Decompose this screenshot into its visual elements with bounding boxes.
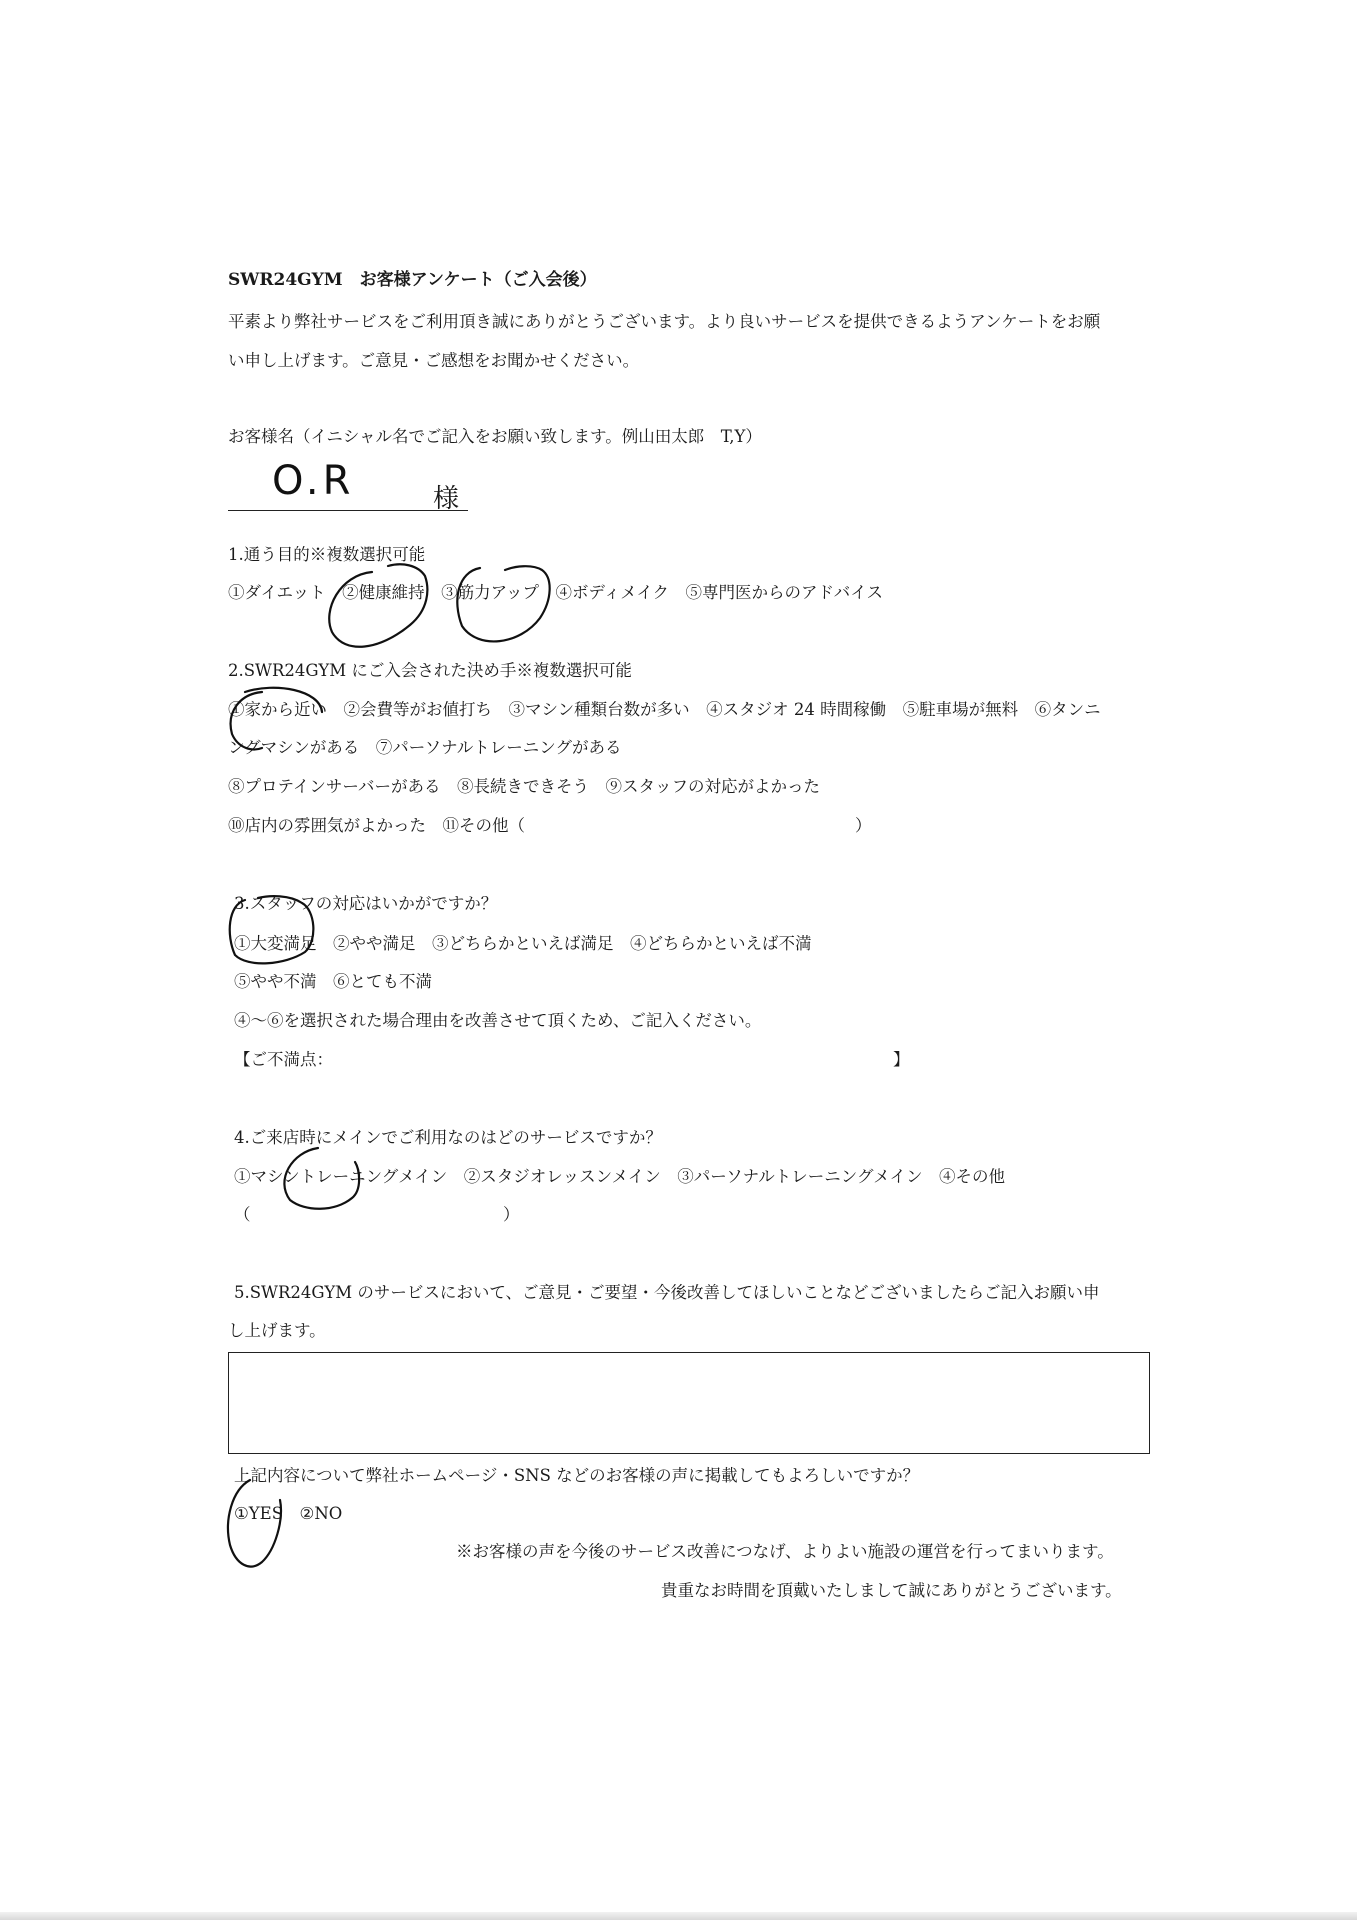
q4-other-close: ） xyxy=(503,1205,520,1224)
q2-options-line-4: ⑩店内の雰囲気がよかった ⑪その他（ ） xyxy=(228,816,872,835)
q3-options-line-1: ①大変満足 ②やや満足 ③どちらかといえば満足 ④どちらかといえば不満 xyxy=(234,934,812,953)
footer-thanks: 貴重なお時間を頂戴いたしまして誠にありがとうございます。 xyxy=(661,1581,1122,1600)
q2-options-line-1: ①家から近い ②会費等がお値打ち ③マシン種類台数が多い ④スタジオ 24 時間稼働 ⑤駐車場が無料 ⑥タンニ xyxy=(228,700,1101,719)
q5-question-line-1: 5.SWR24GYM のサービスにおいて、ご意見・ご要望・今後改善してほしいことなどございましたらご記入お願い申 xyxy=(234,1283,1100,1302)
name-underline xyxy=(228,510,468,511)
q4-question: 4.ご来店時にメインでご利用なのはどのサービスですか？ xyxy=(234,1128,662,1147)
q2-options-line-2: ングマシンがある ⑦パーソナルトレーニングがある xyxy=(228,738,622,757)
q5-answer-box[interactable] xyxy=(228,1352,1150,1454)
q1-options: ①ダイエット ②健康維持 ③筋力アップ ④ボディメイク ⑤専門医からのアドバイス xyxy=(228,583,884,602)
q3-options-line-2: ⑤やや不満 ⑥とても不満 xyxy=(234,972,432,991)
q3-complaint-close: 】 xyxy=(893,1050,910,1069)
q3-complaint-open: 【ご不満点： xyxy=(234,1050,333,1069)
intro-line-2: い申し上げます。ご意見・ご感想をお聞かせください。 xyxy=(228,351,640,370)
name-suffix: 様 xyxy=(433,484,460,514)
name-label: お客様名（イニシャル名でご記入をお願い致します。例山田太郎 T,Y） xyxy=(228,427,762,446)
intro-line-1: 平素より弊社サービスをご利用頂き誠にありがとうございます。より良いサービスを提供できるようアンケートをお願 xyxy=(228,312,1101,331)
q5-question-line-2: し上げます。 xyxy=(228,1321,326,1340)
handwritten-initials: O.R xyxy=(272,458,355,504)
q4-other-open: （ xyxy=(234,1205,251,1224)
consent-options: ①YES ②NO xyxy=(234,1504,343,1523)
q4-options: ①マシントレーニングメイン ②スタジオレッスンメイン ③パーソナルトレーニングメイン ④その他 xyxy=(234,1167,1005,1186)
survey-title: SWR24GYM お客様アンケート（ご入会後） xyxy=(228,270,597,290)
footer-note: ※お客様の声を今後のサービス改善につなげ、よりよい施設の運営を行ってまいります。 xyxy=(456,1542,1114,1561)
q2-question: 2.SWR24GYM にご入会された決め手※複数選択可能 xyxy=(228,661,632,680)
q1-question: 1.通う目的※複数選択可能 xyxy=(228,545,426,564)
scan-edge xyxy=(0,1912,1357,1920)
q2-options-line-3: ⑧プロテインサーバーがある ⑧長続きできそう ⑨スタッフの対応がよかった xyxy=(228,777,821,796)
q1-circle-option-2 xyxy=(329,564,427,646)
consent-question: 上記内容について弊社ホームページ・SNS などのお客様の声に掲載してもよろしいですか？ xyxy=(234,1466,920,1485)
q3-instruction: ④～⑥を選択された場合理由を改善させて頂くため、ご記入ください。 xyxy=(234,1011,762,1030)
q3-question: 3.スタッフの対応はいかがですか？ xyxy=(234,894,498,913)
